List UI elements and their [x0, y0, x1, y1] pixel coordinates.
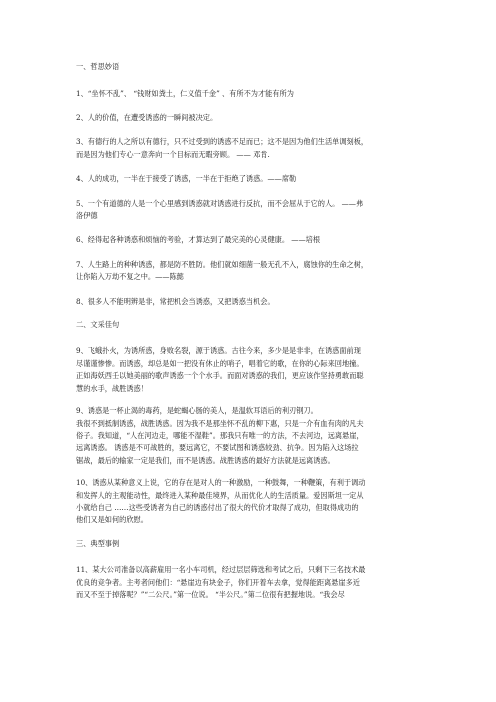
text-line: 3、有德行的人之所以有德行，只不过受到的诱惑不足而已；这不是因为他们生活单调刻板，	[76, 137, 369, 147]
text-line: 慧的水手，战胜诱惑！	[76, 383, 148, 393]
phrase-paragraph-9b	[76, 405, 426, 467]
text-line: 7、人生路上的种种诱惑，都是防不胜防。他们就如细菌一般无孔不入，腐蚀你的生命之树，	[76, 259, 369, 269]
text-line: 他们又是如何的欣慰。	[76, 515, 148, 525]
text-line: 让你陷入万劫不复之中。——陈懿	[76, 272, 184, 282]
quote-paragraph-8	[76, 296, 426, 308]
document-page	[76, 62, 426, 613]
section-heading-examples: 三、典型事例	[76, 538, 120, 548]
text-line: 尽谨谨惨惨。而诱惑，却总是如一把没有休止的哨子，唱着它的歌，在你的心际来回地撞。	[76, 358, 364, 368]
phrase-paragraph-10	[76, 477, 426, 527]
text-line: 远离诱惑。 诱惑是不可战胜的，要远离它，不要试图和诱惑较劲、抗争。因为陷入这场拉	[76, 443, 359, 453]
text-line: 9、飞蛾扑火，为诱所惑，身败名裂，源于诱惑。古往今来，多少是是非非，在诱惑面前现	[76, 346, 361, 356]
phrase-paragraph-9a	[76, 345, 426, 395]
quote-paragraph-3	[76, 136, 426, 161]
text-line: 锯战，最后的输家一定是我们，而不是诱惑。战胜诱惑的最好方法就是远离诱惑。	[76, 455, 335, 465]
section-heading-philosophy: 一、哲思妙语	[76, 62, 120, 71]
example-paragraph-11	[76, 564, 426, 601]
quote-paragraph-4	[76, 173, 426, 185]
text-line: 正如海妖西壬以她美丽的歌声诱惑一个个水手。而面对诱惑的我们，更应该作坚持勇敢而聪	[76, 371, 364, 381]
text-line: 5、一个有道德的人是一个心里感到诱惑就对诱惑进行反抗，而不会屈从于它的人。 ——弗	[76, 198, 364, 208]
text-line: 10、诱惑从某种意义上说，它的存在是对人的一种激励，一种鼓舞，一种鞭策，有利于调动	[76, 478, 366, 488]
text-line: 小就给自己 ……这些受诱者为自己的诱惑付出了很大的代价才取得了成功，但取得成功的	[76, 502, 359, 512]
text-line: 8、很多人不能明辨是非，常把机会当诱惑，又把诱惑当机会。	[76, 296, 275, 306]
text-line: 而是因为他们专心一意奔向一个目标而无暇旁顾。 —— 邓肯.	[76, 149, 270, 159]
text-line: 2、人的价值，在遭受诱惑的一瞬间被决定。	[76, 112, 218, 122]
quote-paragraph-2	[76, 112, 426, 124]
text-line: 6、经得起各种诱惑和烦恼的考验，才算达到了最完美的心灵健康。 ——培根	[76, 235, 321, 245]
quote-paragraph-7	[76, 259, 426, 284]
text-line: 9、诱惑是一杯止渴的毒药，是蛇蝎心肠的美人，是温软耳语后的利刃钢刀。	[76, 406, 318, 416]
text-line: 和发挥人的主观能动性，最终进入某种最佳境界，从而优化人的生活质量。爱因斯坦一定从	[76, 490, 364, 500]
text-line: 11、某大公司准备以高薪雇用一名小车司机，经过层层筛选和考试之后，只剩下三名技术最	[76, 565, 366, 575]
quote-paragraph-1	[76, 88, 426, 100]
quote-paragraph-5	[76, 198, 426, 223]
section-heading-phrases: 二、文采佳句	[76, 319, 120, 329]
quote-paragraph-6	[76, 234, 426, 246]
text-line: 优良的竞争者。主考者问他们：“悬崖边有块金子，你们开着车去拿，觉得能距离悬崖多近	[76, 577, 360, 587]
text-line: 4、人的成功，一半在于接受了诱惑，一半在于拒绝了诱惑。——席勒	[76, 174, 297, 184]
text-line: 洛伊德	[76, 210, 98, 220]
text-line: 我很不到抵制诱惑，战胜诱惑。因为我不是那坐怀不乱的柳下惠，只是一介有血有肉的凡夫	[76, 418, 364, 428]
text-line: 俗子。我知道，“人在河边走，哪能不湿鞋”。那我只有唯一的方法，不去河边，远离悬崖，	[76, 430, 364, 440]
text-line: 1、“坐怀不乱”、 “钱财如粪土，仁义值千金” 、有所不为才能有所为	[76, 88, 294, 98]
text-line: 而又不至于掉落呢？”“二公尺。”第一位说。 “半公尺。”第二位很有把握地说。“我会尽	[76, 590, 345, 600]
